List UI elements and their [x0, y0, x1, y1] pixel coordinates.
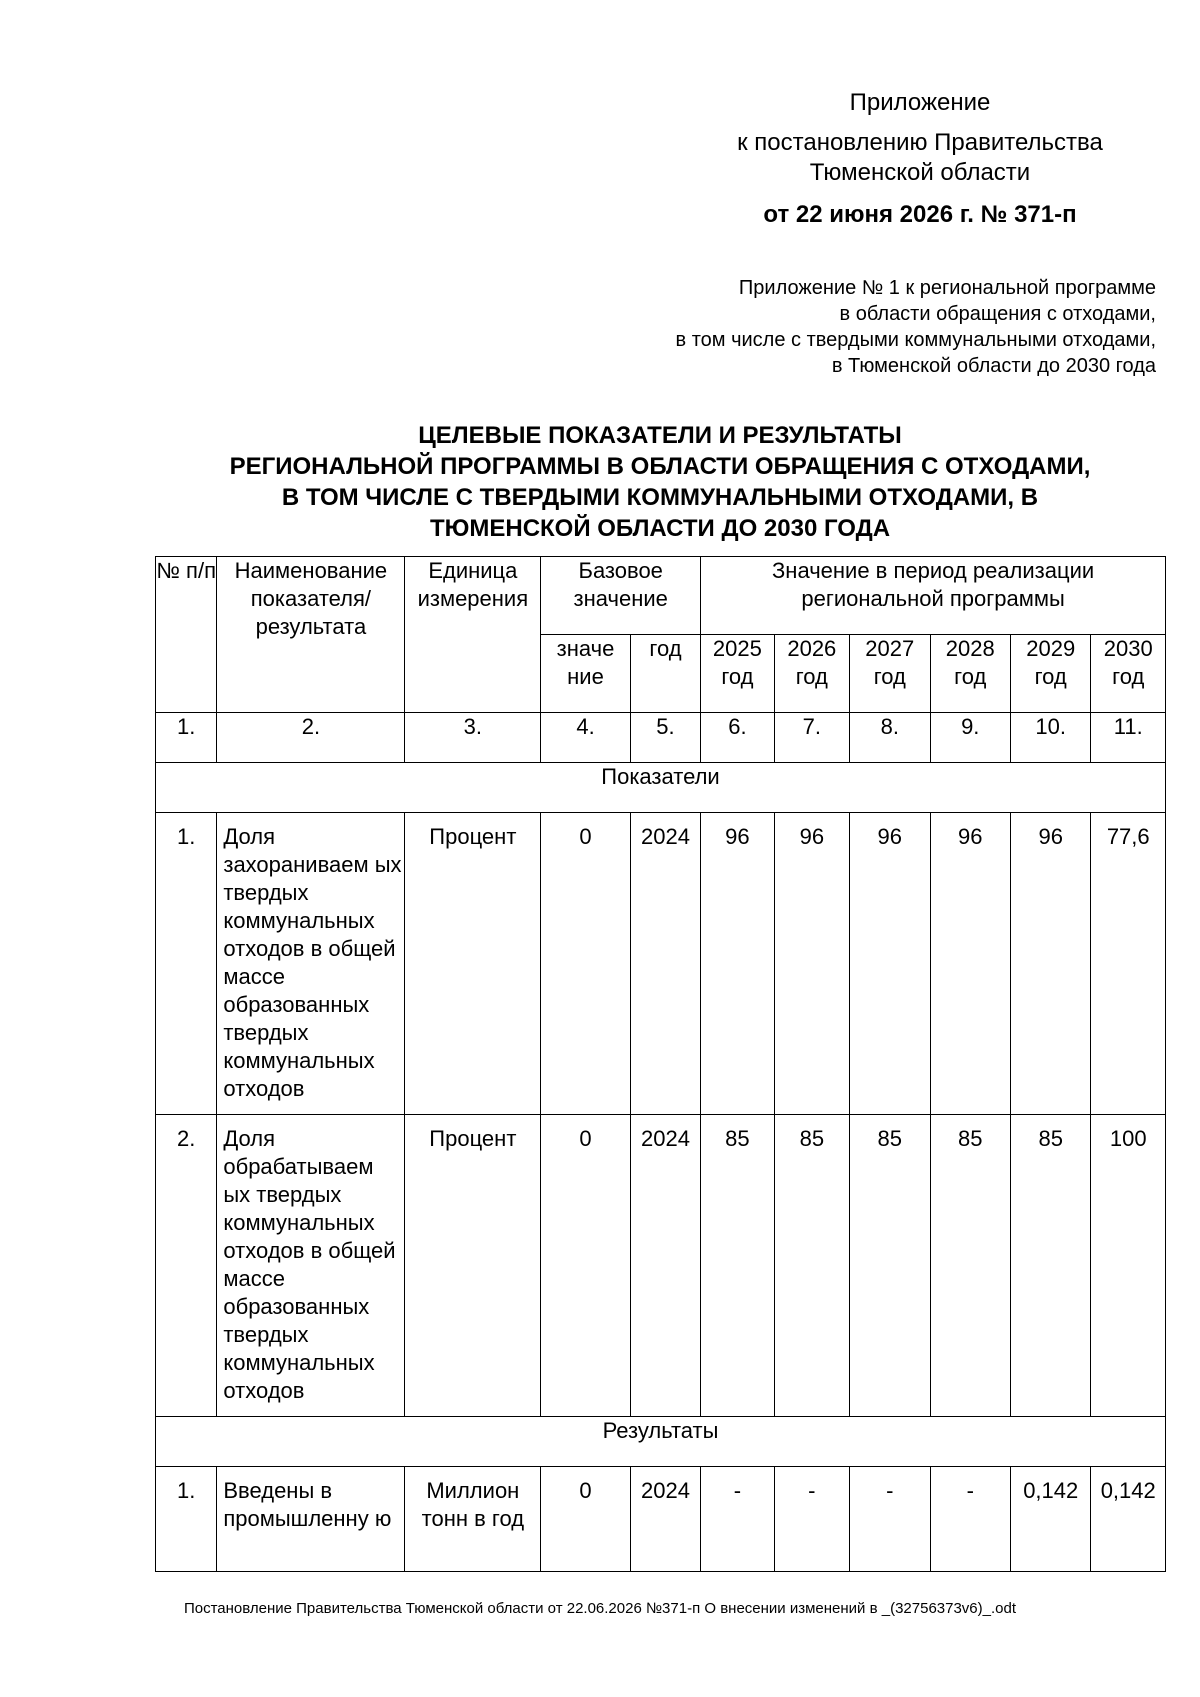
appendix-date-number: от 22 июня 2026 г. № 371-п	[763, 201, 1077, 228]
table-row	[156, 1115, 1166, 1417]
colnum-1: 1.	[156, 713, 217, 763]
row-value-2025: 96	[701, 813, 774, 1115]
colnum-4: 4.	[541, 713, 631, 763]
row-value-2026: 85	[774, 1115, 849, 1417]
row-base-year: 2024	[630, 813, 700, 1115]
row-base-value: 0	[541, 813, 631, 1115]
row-value-2025: 85	[701, 1115, 774, 1417]
row-num: 1.	[156, 1467, 217, 1572]
row-value-2029: 85	[1010, 1115, 1090, 1417]
row-base-value: 0	[541, 1115, 631, 1417]
row-value-2030: 77,6	[1091, 813, 1166, 1115]
row-unit: Процент	[405, 1115, 541, 1417]
header-2025: 2025 год	[701, 635, 774, 713]
colnum-10: 10.	[1010, 713, 1090, 763]
appendix-ref-line: к постановлению Правительства	[737, 129, 1103, 156]
header-2027: 2027 год	[850, 635, 930, 713]
row-value-2027: 85	[850, 1115, 930, 1417]
row-name: Доля захораниваем ых твердых коммунальных отходов в общей массе образованных твердых коммунальных отходов	[217, 813, 405, 1115]
header-period: Значение в период реализации региональной программы	[701, 557, 1166, 635]
row-value-2025: -	[701, 1467, 774, 1572]
row-value-2027: -	[850, 1467, 930, 1572]
title-line-4: ТЮМЕНСКОЙ ОБЛАСТИ ДО 2030 ГОДА	[429, 515, 891, 542]
row-value-2028: 85	[930, 1115, 1010, 1417]
table-row	[156, 813, 1166, 1115]
title-line-1: ЦЕЛЕВЫЕ ПОКАЗАТЕЛИ И РЕЗУЛЬТАТЫ	[418, 422, 902, 449]
row-base-value: 0	[541, 1467, 631, 1572]
annex-line-3: в том числе с твердыми коммунальными отходами,	[675, 329, 1156, 351]
row-name: Доля обрабатываем ых твердых коммунальных отходов в общей массе образованных твердых коммунальных отходов	[217, 1115, 405, 1417]
row-value-2027: 96	[850, 813, 930, 1115]
colnum-2: 2.	[217, 713, 405, 763]
row-base-year: 2024	[630, 1467, 700, 1572]
colnum-3: 3.	[405, 713, 541, 763]
section-results-label: Результаты	[156, 1417, 1166, 1467]
colnum-5: 5.	[630, 713, 700, 763]
row-value-2026: 96	[774, 813, 849, 1115]
row-unit: Миллион тонн в год	[405, 1467, 541, 1572]
section-indicators-label: Показатели	[156, 763, 1166, 813]
row-name: Введены в промышленну ю	[217, 1467, 405, 1572]
header-unit: Единица измерения	[405, 557, 541, 713]
section-indicators-row	[156, 763, 1166, 813]
title-line-3: В ТОМ ЧИСЛЕ С ТВЕРДЫМИ КОММУНАЛЬНЫМИ ОТХОДАМИ, В	[281, 484, 1039, 511]
row-base-year: 2024	[630, 1115, 700, 1417]
row-value-2026: -	[774, 1467, 849, 1572]
row-value-2029: 96	[1010, 813, 1090, 1115]
title-line-2: РЕГИОНАЛЬНОЙ ПРОГРАММЫ В ОБЛАСТИ ОБРАЩЕНИЯ С ОТХОДАМИ,	[229, 453, 1091, 480]
table-row	[156, 1467, 1166, 1572]
header-base-year: год	[630, 635, 700, 713]
row-value-2030: 100	[1091, 1115, 1166, 1417]
row-unit: Процент	[405, 813, 541, 1115]
header-name: Наименование показателя/ результата	[217, 557, 405, 713]
colnum-8: 8.	[850, 713, 930, 763]
document-footer: Постановление Правительства Тюменской области от 22.06.2026 №371-п О внесении изменений в _(32756373v6)_.odt	[183, 1600, 1017, 1617]
colnum-11: 11.	[1091, 713, 1166, 763]
colnum-9: 9.	[930, 713, 1010, 763]
row-num: 2.	[156, 1115, 217, 1417]
appendix-title: Приложение	[849, 89, 991, 116]
header-base: Базовое значение	[541, 557, 701, 635]
row-value-2028: 96	[930, 813, 1010, 1115]
row-num: 1.	[156, 813, 217, 1115]
annex-header	[676, 275, 1156, 379]
indicators-table	[155, 556, 1166, 1572]
header-num: № п/п	[156, 557, 217, 713]
row-value-2028: -	[930, 1467, 1010, 1572]
section-results-row	[156, 1417, 1166, 1467]
column-numbers-row	[156, 713, 1166, 763]
annex-line-4: в Тюменской области до 2030 года	[831, 355, 1156, 377]
header-2026: 2026 год	[774, 635, 849, 713]
annex-line-2: в области обращения с отходами,	[839, 303, 1156, 325]
appendix-ref-region: Тюменской области	[809, 159, 1031, 186]
annex-line-1: Приложение № 1 к региональной программе	[738, 277, 1156, 299]
header-row-top	[156, 557, 1166, 635]
header-2028: 2028 год	[930, 635, 1010, 713]
document-title	[155, 420, 1165, 544]
row-value-2029: 0,142	[1010, 1467, 1090, 1572]
header-2030: 2030 год	[1091, 635, 1166, 713]
row-value-2030: 0,142	[1091, 1467, 1166, 1572]
header-2029: 2029 год	[1010, 635, 1090, 713]
colnum-6: 6.	[701, 713, 774, 763]
colnum-7: 7.	[774, 713, 849, 763]
header-base-value: значе ние	[541, 635, 631, 713]
